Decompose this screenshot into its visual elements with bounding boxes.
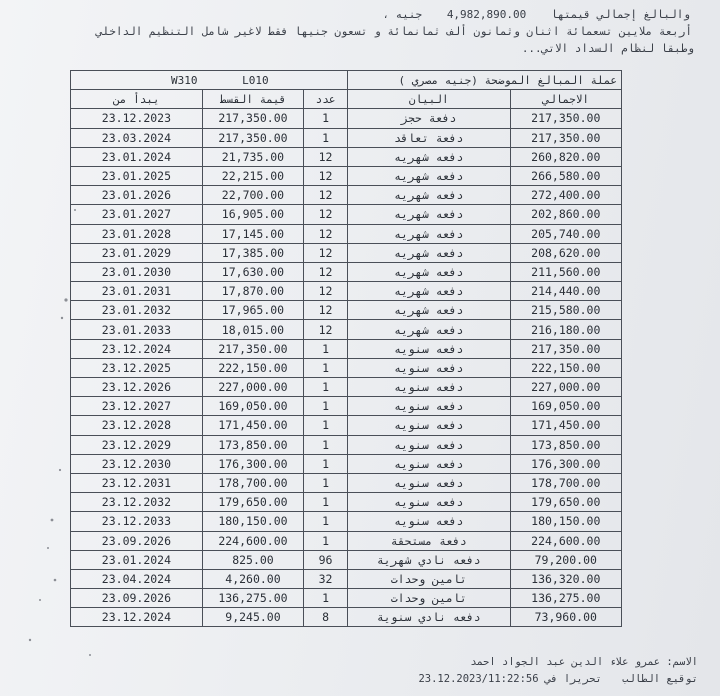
cell-installment: 217,350.00 xyxy=(202,109,303,128)
cell-description: دفعة مستحقة xyxy=(348,531,511,550)
cell-installment: 227,000.00 xyxy=(202,378,303,397)
table-row xyxy=(71,454,622,473)
cell-count: 1 xyxy=(304,454,348,473)
total-amount-label: والبالغ إجمالي قيمتها xyxy=(550,8,690,21)
cell-date: 23.12.2033 xyxy=(71,512,203,531)
cell-description: دفعه نادي شهرية xyxy=(348,550,511,569)
cell-date: 23.12.2030 xyxy=(71,454,203,473)
cell-installment: 173,850.00 xyxy=(202,435,303,454)
cell-description: دفعه شهريه xyxy=(348,243,511,262)
cell-total: 205,740.00 xyxy=(510,224,621,243)
cell-total: 227,000.00 xyxy=(510,378,621,397)
cell-total: 224,600.00 xyxy=(510,531,621,550)
cell-total: 260,820.00 xyxy=(510,147,621,166)
column-header-description: البيان xyxy=(348,90,511,109)
cell-date: 23.01.2031 xyxy=(71,282,203,301)
cell-description: دفعه سنويه xyxy=(348,454,511,473)
column-header-total: الاجمالي xyxy=(510,90,621,109)
cell-description: دفعه شهريه xyxy=(348,166,511,185)
cell-count: 12 xyxy=(304,147,348,166)
cell-total: 215,580.00 xyxy=(510,301,621,320)
cell-date: 23.01.2024 xyxy=(71,147,203,166)
table-row xyxy=(71,301,622,320)
cell-date: 23.01.2030 xyxy=(71,262,203,281)
column-header-count: عدد xyxy=(304,90,348,109)
total-amount-currency: جنيه ، xyxy=(382,8,423,21)
cell-total: 211,560.00 xyxy=(510,262,621,281)
cell-installment: 18,015.00 xyxy=(202,320,303,339)
cell-total: 171,450.00 xyxy=(510,416,621,435)
cell-date: 23.12.2029 xyxy=(71,435,203,454)
table-row xyxy=(71,435,622,454)
unit-codes: W310 L010 xyxy=(71,71,348,90)
cell-count: 1 xyxy=(304,512,348,531)
cell-date: 23.09.2026 xyxy=(71,531,203,550)
cell-count: 1 xyxy=(304,128,348,147)
cell-installment: 136,275.00 xyxy=(202,589,303,608)
document-footer xyxy=(418,654,698,688)
cell-total: 266,580.00 xyxy=(510,166,621,185)
signature-line xyxy=(418,671,698,688)
cell-count: 12 xyxy=(304,224,348,243)
cell-total: 202,860.00 xyxy=(510,205,621,224)
cell-total: 217,350.00 xyxy=(510,339,621,358)
cell-total: 216,180.00 xyxy=(510,320,621,339)
payment-system-intro: وطبقا لنظام السداد الاتي... xyxy=(521,42,694,55)
written-date-value: 23.12.2023/11:22:56 xyxy=(418,673,539,685)
cell-date: 23.12.2028 xyxy=(71,416,203,435)
cell-count: 1 xyxy=(304,589,348,608)
cell-installment: 825.00 xyxy=(202,550,303,569)
cell-total: 179,650.00 xyxy=(510,493,621,512)
cell-description: دفعه شهريه xyxy=(348,205,511,224)
cell-total: 176,300.00 xyxy=(510,454,621,473)
cell-description: دفعه شهريه xyxy=(348,301,511,320)
cell-count: 12 xyxy=(304,205,348,224)
cell-total: 217,350.00 xyxy=(510,109,621,128)
cell-count: 12 xyxy=(304,282,348,301)
cell-installment: 22,215.00 xyxy=(202,166,303,185)
cell-count: 1 xyxy=(304,416,348,435)
cell-count: 12 xyxy=(304,301,348,320)
cell-installment: 217,350.00 xyxy=(202,339,303,358)
table-row xyxy=(71,282,622,301)
amount-in-words: أربعة ملايين تسعمائة اثنان وثمانون ألف ثمانمائة و تسعون جنيها فقط لاغير شامل التنظيم الداخلي xyxy=(95,25,692,38)
table-row xyxy=(71,493,622,512)
cell-date: 23.12.2032 xyxy=(71,493,203,512)
cell-total: 136,320.00 xyxy=(510,569,621,588)
cell-description: دفعه سنويه xyxy=(348,416,511,435)
cell-installment: 180,150.00 xyxy=(202,512,303,531)
table-row xyxy=(71,512,622,531)
cell-date: 23.12.2027 xyxy=(71,397,203,416)
cell-date: 23.03.2024 xyxy=(71,128,203,147)
cell-date: 23.12.2025 xyxy=(71,358,203,377)
cell-installment: 179,650.00 xyxy=(202,493,303,512)
customer-name-value: عمرو علاء الدين عبد الجواد احمد xyxy=(470,656,661,668)
cell-description: دفعه سنويه xyxy=(348,339,511,358)
cell-total: 79,200.00 xyxy=(510,550,621,569)
cell-count: 12 xyxy=(304,320,348,339)
cell-total: 272,400.00 xyxy=(510,186,621,205)
cell-installment: 17,630.00 xyxy=(202,262,303,281)
cell-count: 96 xyxy=(304,550,348,569)
table-row xyxy=(71,128,622,147)
cell-count: 1 xyxy=(304,109,348,128)
table-row xyxy=(71,147,622,166)
table-row xyxy=(71,262,622,281)
customer-name-line xyxy=(418,654,698,671)
cell-description: دفعه شهريه xyxy=(348,262,511,281)
cell-description: دفعه سنويه xyxy=(348,473,511,492)
currency-note: عملة المبالغ الموضحة (جنيه مصري ) xyxy=(348,71,622,90)
cell-date: 23.09.2026 xyxy=(71,589,203,608)
table-body xyxy=(71,109,622,627)
total-amount-value: 4,982,890.00 xyxy=(446,8,527,21)
cell-description: دفعه شهريه xyxy=(348,320,511,339)
cell-installment: 4,260.00 xyxy=(202,569,303,588)
cell-date: 23.01.2027 xyxy=(71,205,203,224)
cell-description: دفعه سنويه xyxy=(348,378,511,397)
cell-total: 173,850.00 xyxy=(510,435,621,454)
cell-installment: 176,300.00 xyxy=(202,454,303,473)
table-title-row xyxy=(71,71,622,90)
cell-count: 1 xyxy=(304,473,348,492)
cell-description: دفعة حجز xyxy=(348,109,511,128)
table-row xyxy=(71,589,622,608)
cell-count: 32 xyxy=(304,569,348,588)
written-date-label: تحريرا في xyxy=(544,673,602,685)
cell-description: دفعه سنويه xyxy=(348,512,511,531)
cell-date: 23.04.2024 xyxy=(71,569,203,588)
table-row xyxy=(71,358,622,377)
table-row xyxy=(71,569,622,588)
cell-description: دفعه سنويه xyxy=(348,397,511,416)
total-amount-line xyxy=(40,6,700,23)
cell-count: 1 xyxy=(304,397,348,416)
cell-total: 169,050.00 xyxy=(510,397,621,416)
cell-total: 214,440.00 xyxy=(510,282,621,301)
cell-count: 12 xyxy=(304,166,348,185)
cell-description: دفعه شهريه xyxy=(348,282,511,301)
cell-total: 178,700.00 xyxy=(510,473,621,492)
cell-total: 222,150.00 xyxy=(510,358,621,377)
cell-installment: 17,870.00 xyxy=(202,282,303,301)
cell-count: 1 xyxy=(304,378,348,397)
cell-installment: 22,700.00 xyxy=(202,186,303,205)
table-row xyxy=(71,224,622,243)
cell-count: 12 xyxy=(304,186,348,205)
cell-installment: 217,350.00 xyxy=(202,128,303,147)
table-row xyxy=(71,397,622,416)
cell-total: 217,350.00 xyxy=(510,128,621,147)
cell-count: 1 xyxy=(304,493,348,512)
table-row xyxy=(71,205,622,224)
column-header-installment: قيمة القسط xyxy=(202,90,303,109)
table-row xyxy=(71,550,622,569)
table-row xyxy=(71,339,622,358)
cell-count: 1 xyxy=(304,358,348,377)
cell-date: 23.01.2032 xyxy=(71,301,203,320)
cell-count: 1 xyxy=(304,531,348,550)
table-row xyxy=(71,531,622,550)
cell-installment: 16,905.00 xyxy=(202,205,303,224)
cell-date: 23.01.2025 xyxy=(71,166,203,185)
cell-installment: 224,600.00 xyxy=(202,531,303,550)
cell-date: 23.01.2026 xyxy=(71,186,203,205)
cell-count: 12 xyxy=(304,243,348,262)
cell-installment: 17,965.00 xyxy=(202,301,303,320)
table-row xyxy=(71,378,622,397)
table-row xyxy=(71,473,622,492)
cell-count: 12 xyxy=(304,262,348,281)
cell-installment: 21,735.00 xyxy=(202,147,303,166)
cell-description: دفعه سنويه xyxy=(348,358,511,377)
document-header xyxy=(40,6,700,57)
cell-description: تامين وحدات xyxy=(348,569,511,588)
cell-total: 73,960.00 xyxy=(510,608,621,627)
cell-date: 23.12.2031 xyxy=(71,473,203,492)
cell-description: دفعه نادي سنوية xyxy=(348,608,511,627)
cell-count: 8 xyxy=(304,608,348,627)
table-row xyxy=(71,166,622,185)
cell-description: دفعه شهريه xyxy=(348,224,511,243)
cell-description: دفعه شهريه xyxy=(348,147,511,166)
cell-installment: 9,245.00 xyxy=(202,608,303,627)
customer-name-label: الاسم: xyxy=(666,656,698,668)
cell-installment: 171,450.00 xyxy=(202,416,303,435)
cell-installment: 17,385.00 xyxy=(202,243,303,262)
cell-description: دفعه سنويه xyxy=(348,435,511,454)
table-row xyxy=(71,243,622,262)
cell-date: 23.01.2029 xyxy=(71,243,203,262)
cell-date: 23.12.2024 xyxy=(71,339,203,358)
cell-installment: 178,700.00 xyxy=(202,473,303,492)
table-row xyxy=(71,109,622,128)
table-row xyxy=(71,608,622,627)
table-header-row xyxy=(71,90,622,109)
cell-description: دفعه سنويه xyxy=(348,493,511,512)
cell-description: تامين وحدات xyxy=(348,589,511,608)
cell-date: 23.12.2026 xyxy=(71,378,203,397)
signature-label: توقيع الطالب xyxy=(622,673,698,685)
table-row xyxy=(71,416,622,435)
cell-date: 23.01.2028 xyxy=(71,224,203,243)
cell-description: دفعه شهريه xyxy=(348,186,511,205)
table-row xyxy=(71,186,622,205)
cell-installment: 169,050.00 xyxy=(202,397,303,416)
cell-date: 23.01.2024 xyxy=(71,550,203,569)
table-row xyxy=(71,320,622,339)
cell-count: 1 xyxy=(304,339,348,358)
cell-date: 23.12.2023 xyxy=(71,109,203,128)
cell-description: دفعة تعاقد xyxy=(348,128,511,147)
column-header-date: يبدأ من xyxy=(71,90,203,109)
payment-schedule-table xyxy=(70,70,622,627)
cell-count: 1 xyxy=(304,435,348,454)
cell-total: 136,275.00 xyxy=(510,589,621,608)
cell-date: 23.01.2033 xyxy=(71,320,203,339)
cell-installment: 222,150.00 xyxy=(202,358,303,377)
cell-total: 208,620.00 xyxy=(510,243,621,262)
cell-installment: 17,145.00 xyxy=(202,224,303,243)
cell-date: 23.12.2024 xyxy=(71,608,203,627)
cell-total: 180,150.00 xyxy=(510,512,621,531)
